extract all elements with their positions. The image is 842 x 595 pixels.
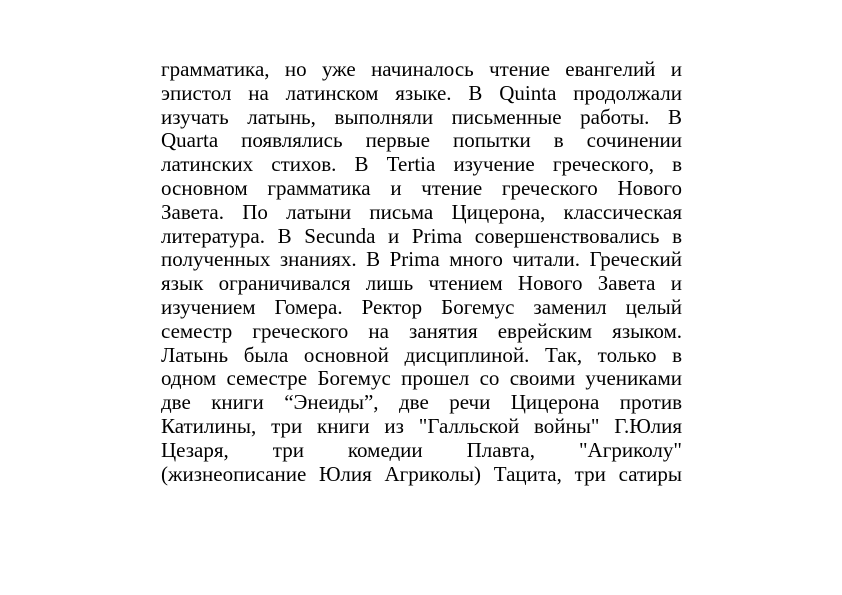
text-line: Завета. По латыни письма Цицерона, классическая [161,200,682,224]
text-line: полученных знаниях. В Prima много читали. Греческий [161,248,682,272]
text-line: литература. В Secunda и Prima совершенствовались в [161,224,682,248]
text-line: эпистол на латинском языке. В Quinta продолжали [161,81,682,105]
text-line: изучать латынь, выполняли письменные работы. В [161,105,682,129]
text-line: Цезаря, три комедии Плавта, "Агриколу" [161,438,682,462]
text-line: Quarta появлялись первые попытки в сочинении [161,129,682,153]
body-text [161,58,682,486]
text-line: язык ограничивался лишь чтением Нового Завета и [161,272,682,296]
text-line: Катилины, три книги из "Галльской войны" Г.Юлия [161,414,682,438]
text-line: грамматика, но уже начиналось чтение евангелий и [161,58,682,81]
text-line: две книги “Энеиды”, две речи Цицерона против [161,391,682,415]
text-line: основном грамматика и чтение греческого Нового [161,176,682,200]
text-line: Латынь была основной дисциплиной. Так, только в [161,343,682,367]
text-line: семестр греческого на занятия еврейским языком. [161,319,682,343]
text-line: одном семестре Богемус прошел со своими учениками [161,367,682,391]
text-line: изучением Гомера. Ректор Богемус заменил целый [161,295,682,319]
text-line: латинских стихов. В Tertia изучение греческого, в [161,153,682,177]
text-line: (жизнеописание Юлия Агриколы) Тацита, три сатиры [161,462,682,486]
